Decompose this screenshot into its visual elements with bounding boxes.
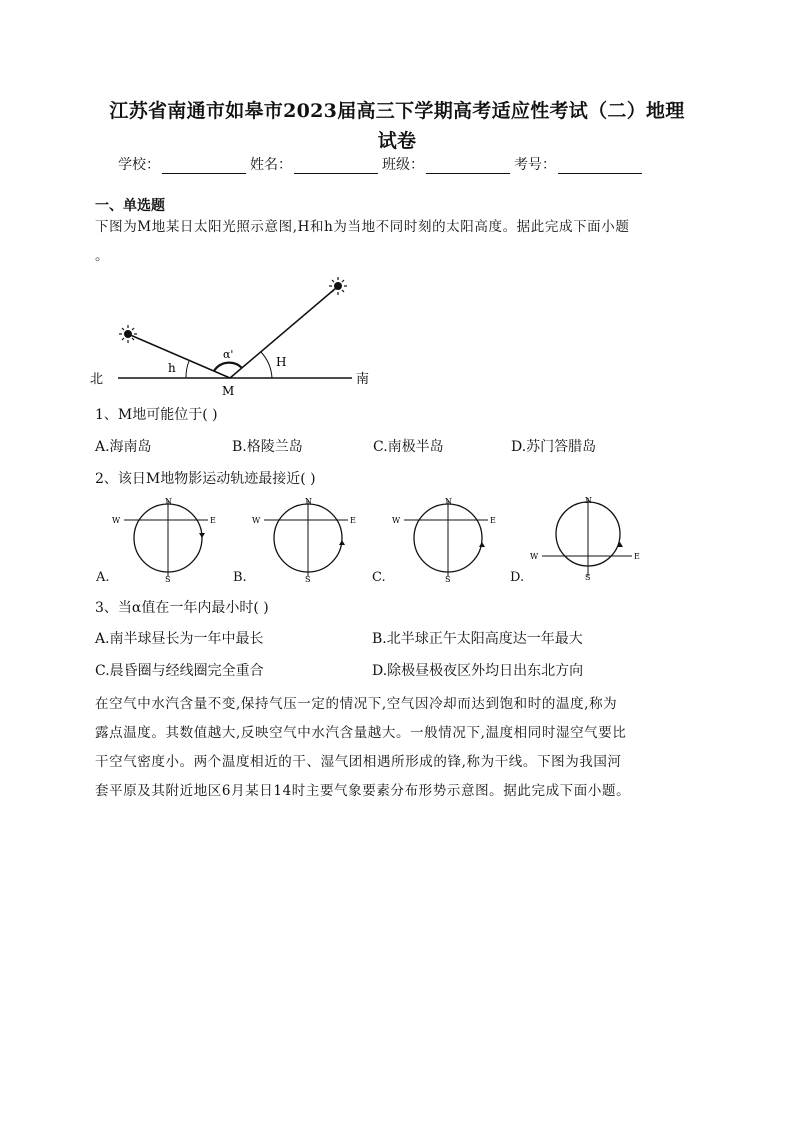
trajectory-diagram-a (110, 494, 220, 584)
compass-w: W (112, 516, 121, 525)
name-field (250, 154, 382, 174)
intro-paragraph-2 (95, 690, 710, 806)
q3-option-a[interactable]: A.南半球昼长为一年中最长 (95, 631, 264, 647)
compass-w: W (530, 552, 539, 561)
angle-alpha-label: α' (223, 348, 234, 361)
compass-s: S (305, 575, 311, 584)
class-label: 班级： (382, 157, 424, 173)
intro2-line4: 套平原及其附近地区6月某日14时主要气象要素分布形势示意图。据此完成下面小题。 (95, 783, 631, 799)
compass-s: S (585, 573, 591, 582)
compass-e: E (634, 552, 640, 561)
intro2-line3: 干空气密度小。两个温度相近的干、湿气团相遇所形成的锋,称为干线。下图为我国河 (95, 754, 622, 770)
trajectory-diagram-c (390, 494, 500, 584)
q1-option-d[interactable]: D.苏门答腊岛 (511, 439, 597, 455)
exam-title-line1: 江苏省南通市如皋市2023届高三下学期高考适应性考试（二）地理 (109, 100, 685, 122)
q3-option-b[interactable]: B.北半球正午太阳高度达一年最大 (372, 631, 583, 647)
name-blank[interactable] (294, 157, 378, 174)
q3-option-c[interactable]: C.晨昏圈与经线圈完全重合 (95, 663, 264, 679)
compass-w: W (392, 516, 401, 525)
compass-n: N (305, 497, 312, 506)
intro2-line1: 在空气中水汽含量不变,保持气压一定的情况下,空气因冷却而达到饱和时的温度,称为 (95, 696, 618, 712)
compass-w: W (252, 516, 261, 525)
trajectory-diagram-d (528, 494, 648, 584)
q1-option-a[interactable]: A.海南岛 (95, 439, 152, 455)
number-field (514, 154, 646, 174)
angle-H-arc (261, 352, 272, 378)
compass-n: N (445, 497, 452, 506)
question-3-stem: 3、当α值在一年内最小时( ) (95, 600, 269, 616)
exam-title (60, 96, 734, 156)
sun-diagram (90, 272, 390, 400)
school-label: 学校： (118, 157, 160, 173)
intro2-line2: 露点温度。其数值越大,反映空气中水汽含量越大。一般情况下,温度相同时湿空气要比 (95, 725, 627, 741)
intro1-text: 下图为M地某日太阳光照示意图,H和h为当地不同时刻的太阳高度。据此完成下面小题 (95, 219, 630, 235)
sun-icon (119, 325, 137, 343)
direction-arrow-icon (339, 540, 345, 545)
sun-diagram-svg (90, 272, 390, 400)
trajectory-diagram-b (250, 494, 360, 584)
q2-option-b[interactable]: B. (233, 570, 247, 585)
point-m-label: M (222, 384, 235, 398)
compass-n: N (165, 497, 172, 506)
compass-n: N (585, 496, 592, 505)
angle-alpha-arc (214, 363, 242, 371)
direction-arrow-icon (479, 542, 485, 547)
q2-option-c[interactable]: C. (372, 570, 386, 585)
q3-option-d[interactable]: D.除极昼极夜区外均日出东北方向 (372, 663, 584, 679)
q2-option-a[interactable]: A. (96, 570, 110, 585)
compass-s: S (165, 575, 171, 584)
q1-option-b[interactable]: B.格陵兰岛 (232, 439, 303, 455)
school-field (118, 154, 250, 174)
question-2-stem: 2、该日M地物影运动轨迹最接近( ) (95, 471, 316, 487)
intro-paragraph-1 (95, 213, 710, 271)
number-blank[interactable] (558, 157, 642, 174)
class-field (382, 154, 514, 174)
south-label: 南 (356, 372, 370, 387)
question-1-stem: 1、M地可能位于( ) (95, 407, 218, 423)
name-label: 姓名： (250, 157, 292, 173)
question-3-options-row2 (95, 660, 583, 680)
angle-h-arc (186, 361, 189, 378)
compass-e: E (490, 516, 496, 525)
section-heading: 一、单选题 (95, 198, 165, 214)
question-1-options (95, 436, 596, 456)
compass-e: E (210, 516, 216, 525)
question-3-options-row1 (95, 628, 583, 648)
compass-e: E (350, 516, 356, 525)
intro1-tail: 。 (95, 248, 110, 264)
student-info-row (118, 154, 646, 174)
compass-s: S (445, 575, 451, 584)
direction-arrow-icon (199, 533, 205, 538)
class-blank[interactable] (426, 157, 510, 174)
north-label: 北 (90, 372, 104, 387)
angle-H-label: H (276, 355, 287, 369)
angle-h-label: h (168, 361, 176, 375)
school-blank[interactable] (162, 157, 246, 174)
exam-title-line2: 试卷 (377, 130, 417, 152)
number-label: 考号： (514, 157, 556, 173)
q1-option-c[interactable]: C.南极半岛 (373, 439, 444, 455)
q2-option-d[interactable]: D. (510, 570, 525, 585)
